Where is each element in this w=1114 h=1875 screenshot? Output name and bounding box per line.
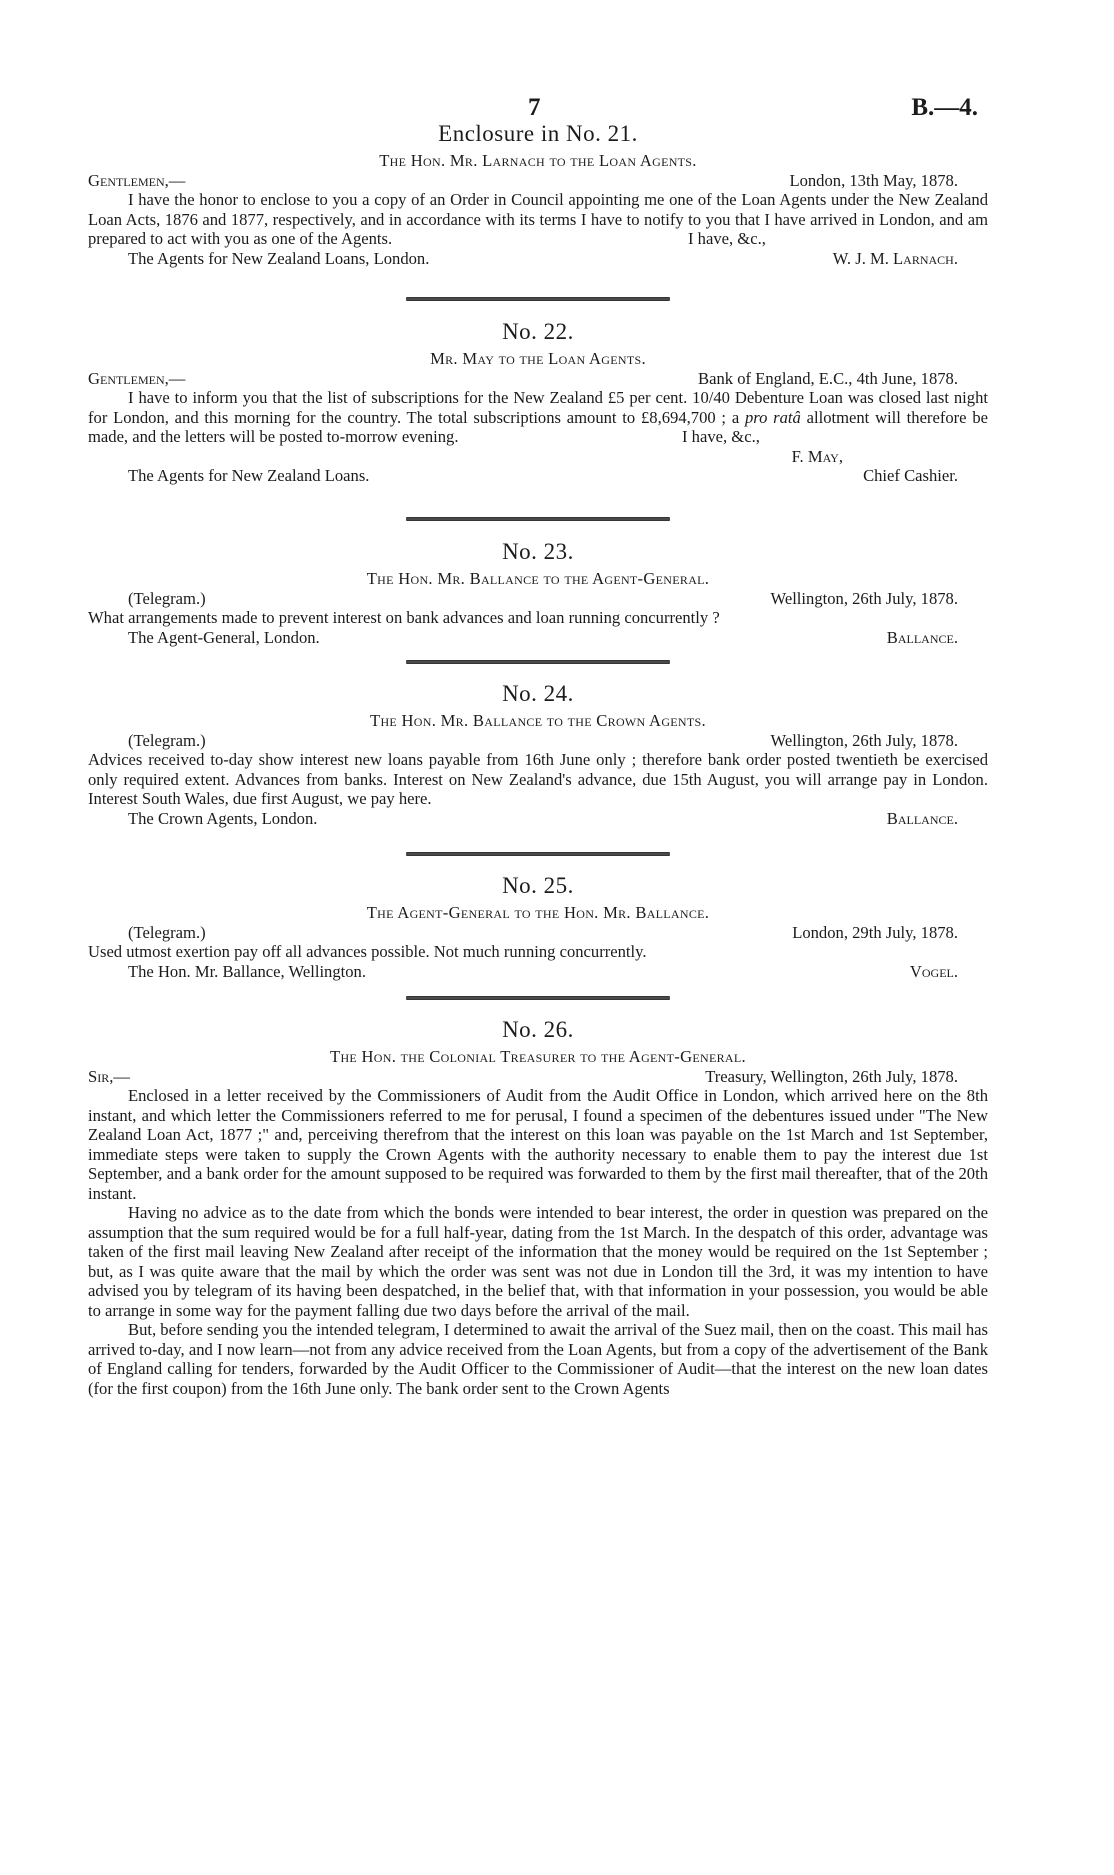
section-subtitle: Mr. May to the Loan Agents.: [430, 349, 646, 368]
telegram-note: (Telegram.): [128, 922, 206, 942]
section-divider: [406, 297, 670, 301]
letter-paragraph-1: Enclosed in a letter received by the Commissioners of Audit from the Audit Office in London, which arrived here on the 8th instant, and which letter the Commissioners referred to me for perusal, I found a specimen of the debentures issued under "The New Zealand Loan Act, 1877 ;" and, perceiving therefrom that the interest on this loan was payable on the 1st March and 1st September, immediate steps were taken to supply the Crown Agents with the authority necessary to enable them to pay the interest due 1st September, and a bank order for the amount supposed to be required was forwarded to them by the first mail thereafter, that of the 20th instant.: [88, 1086, 988, 1203]
section-subtitle: The Agent-General to the Hon. Mr. Ballance.: [366, 903, 710, 922]
salutation-row: [88, 369, 988, 389]
telegram-row: [88, 923, 988, 943]
salutation: Gentlemen,—: [88, 368, 186, 388]
place-date: Wellington, 26th July, 1878.: [770, 730, 958, 750]
section-no-23: [88, 538, 988, 647]
section-title: No. 23.: [502, 539, 574, 564]
body-text-continued: allotment will therefore be made, and the letters will be posted to-morrow evening.: [88, 407, 988, 446]
addressee: The Crown Agents, London.: [128, 808, 318, 828]
body-text: I have to inform you that the list of subscriptions for the New Zealand £5 per cent. 10/40 Debenture Loan was closed last night for London, and this morning for the country. The total subscriptions amount to £8,694,700 ; a: [88, 388, 988, 427]
letter-paragraph-2: Having no advice as to the date from which the bonds were intended to bear interest, the order in question was prepared on the assumption that the sum required would be for a full half-year, dating from the 1st March. In the despatch of this order, advantage was taken of the first mail leaving New Zealand after receipt of the information that the money would be required on the 1st September ; but, as I was quite aware that the mail by which the order was sent was not due in London till the 3rd, it was my intention to have advised you by telegram of its having been despatched, in the belief that, with that information in your possession, you would be able to arrange in some way for the payment falling due two days before the arrival of the mail.: [88, 1203, 988, 1320]
signature: Vogel.: [909, 961, 958, 981]
section-subtitle: The Hon. the Colonial Treasurer to the Agent-General.: [330, 1047, 746, 1066]
section-divider: [406, 996, 670, 1000]
addressee: The Agents for New Zealand Loans.: [128, 466, 370, 485]
section-no-26: [88, 1016, 988, 1398]
telegram-body: Advices received to-day show interest new loans payable from 16th June only ; therefore bank order posted twentieth be exercised only required extent. Advances from banks. Interest on New Zealand's advance, due 15th August, you will arrange pay in London. Interest South Wales, due first August, we pay here.: [88, 750, 988, 808]
section-no-24: [88, 680, 988, 828]
signature-title-row: [88, 466, 988, 486]
signature-row: [88, 447, 988, 467]
document-reference: B.—4.: [911, 94, 978, 121]
signature-row: [88, 249, 988, 269]
place-date: Bank of England, E.C., 4th June, 1878.: [698, 368, 958, 388]
section-title: No. 22.: [502, 319, 574, 344]
section-no-25: [88, 872, 988, 981]
place-date: London, 13th May, 1878.: [789, 170, 958, 190]
letter-paragraph-3: But, before sending you the intended telegram, I determined to await the arrival of the Suez mail, then on the coast. This mail has arrived to-day, and I now learn—not from any advice received from the Loan Agents, but from a copy of the advertisement of the Bank of England calling for tenders, forwarded by the Audit Officer to the Commissioner of Audit—that the interest on the new loan dates (for the first coupon) from the 16th June only. The bank order sent to the Crown Agents: [88, 1320, 988, 1398]
addressee: The Agents for New Zealand Loans, London.: [128, 248, 430, 268]
section-subtitle: The Hon. Mr. Ballance to the Agent-General.: [366, 569, 710, 588]
section-divider: [406, 517, 670, 521]
section-no-22: [88, 318, 988, 486]
section-subtitle: The Hon. Mr. Larnach to the Loan Agents.: [379, 151, 697, 170]
section-title: No. 24.: [502, 681, 574, 706]
section-divider: [406, 660, 670, 664]
place-date: Wellington, 26th July, 1878.: [770, 588, 958, 608]
section-title: No. 25.: [502, 873, 574, 898]
signature-row: [88, 628, 988, 648]
telegram-row: [88, 731, 988, 751]
letter-body: I have the honor to enclose to you a copy of an Order in Council appointing me one of the Loan Agents under the New Zealand Loan Acts, 1876 and 1877, respectively, and in accordance with its terms I have to notify to you that I have arrived in London, and am prepared to act with you as one of the Agents.: [88, 190, 988, 248]
place-date: Treasury, Wellington, 26th July, 1878.: [705, 1066, 958, 1086]
signature: W. J. M. Larnach.: [832, 248, 958, 268]
signature: Ballance.: [886, 627, 958, 647]
signature: F. May,: [791, 446, 843, 466]
section-subtitle: The Hon. Mr. Ballance to the Crown Agents.: [370, 711, 706, 730]
salutation: Gentlemen,—: [88, 170, 186, 190]
page-number: 7: [528, 94, 541, 121]
body-italic: pro ratâ: [744, 407, 801, 427]
complimentary-close: I have, &c.,: [688, 229, 766, 248]
signature-row: [88, 809, 988, 829]
signature-row: [88, 962, 988, 982]
close-row: [88, 427, 988, 447]
signature: Ballance.: [886, 808, 958, 828]
section-enclosure-21: [88, 120, 988, 268]
addressee: The Hon. Mr. Ballance, Wellington.: [128, 961, 366, 981]
section-divider: [406, 852, 670, 856]
section-title: No. 26.: [502, 1017, 574, 1042]
salutation: Sir,—: [88, 1066, 130, 1086]
telegram-body: Used utmost exertion pay off all advances possible. Not much running concurrently.: [88, 942, 647, 961]
section-title: Enclosure in No. 21.: [438, 121, 638, 146]
telegram-note: (Telegram.): [128, 588, 206, 608]
signature-title: Chief Cashier.: [863, 466, 958, 485]
close-row: [88, 229, 988, 249]
place-date: London, 29th July, 1878.: [792, 922, 958, 942]
telegram-note: (Telegram.): [128, 730, 206, 750]
salutation-row: [88, 1067, 988, 1087]
addressee: The Agent-General, London.: [128, 627, 320, 647]
complimentary-close: I have, &c.,: [682, 427, 760, 446]
salutation-row: [88, 171, 988, 191]
document-page: [88, 0, 988, 1875]
telegram-body: What arrangements made to prevent interest on bank advances and loan running concurrently ?: [88, 608, 720, 627]
telegram-row: [88, 589, 988, 609]
